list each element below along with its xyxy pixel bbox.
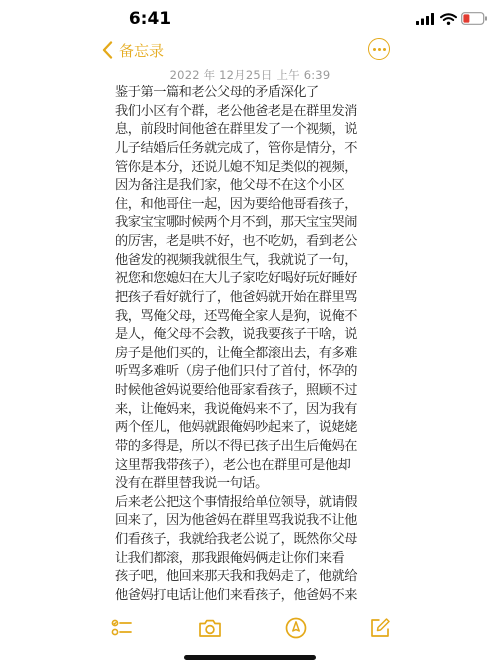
note-line: 带的多得是，所以不得已孩子出生后俺妈在 xyxy=(115,438,358,454)
note-line: 房子是他们买的，让俺全都滚出去，有多难 xyxy=(115,345,358,361)
note-line: 是人，俺父母不会教，说我要孩子干啥，说 xyxy=(115,327,358,343)
nav-bar xyxy=(0,36,500,66)
note-line: 两个侄儿，他妈就跟俺妈吵起来了，说姥姥 xyxy=(115,420,358,436)
chevron-left-icon xyxy=(102,41,113,59)
status-icons xyxy=(300,0,500,36)
checklist-button[interactable] xyxy=(110,616,134,640)
bottom-toolbar xyxy=(0,608,500,648)
note-line: 我家宝宝哪时候两个月不到，那天宝宝哭闹 xyxy=(115,215,358,231)
status-bar xyxy=(0,0,500,36)
note-line: 息，前段时间他爸在群里发了一个视频，说 xyxy=(115,122,358,138)
compose-icon xyxy=(369,617,391,639)
camera-button[interactable] xyxy=(198,616,222,640)
note-line: 鉴于第一篇和老公父母的矛盾深化了 xyxy=(115,85,319,100)
markup-button[interactable] xyxy=(284,616,308,640)
note-line: 我们小区有个群，老公他爸老是在群里发消 xyxy=(115,103,358,119)
note-line: 这里帮我带孩子），老公也在群里可是他却 xyxy=(115,457,351,473)
compose-button[interactable] xyxy=(368,616,392,640)
note-line: 他爸妈打电话让他们来看孩子，他爸妈不来 xyxy=(115,587,358,603)
note-body[interactable] xyxy=(115,84,393,608)
note-line: 把孩子看好就行了，他爸妈就开始在群里骂 xyxy=(115,289,358,305)
note-line: 的厉害，老是哄不好，也不吃奶，看到老公 xyxy=(115,234,358,249)
note-line: 们看孩子，我就给我老公说了，既然你父母 xyxy=(115,532,358,547)
note-line: 来，让俺妈来，我说俺妈来不了，因为我有 xyxy=(115,401,358,417)
note-line: 回来了，因为他爸妈在群里骂我说我不让他 xyxy=(115,513,358,529)
note-line: 听骂多难听（房子他们只付了首付，怀孕的 xyxy=(115,364,358,380)
back-label: 备忘录 xyxy=(119,41,165,60)
camera-icon xyxy=(198,618,222,638)
home-indicator xyxy=(184,655,316,660)
note-line: 祝您和您媳妇在大儿子家吃好喝好玩好睡好 xyxy=(115,271,358,287)
note-line: 让我们都滚，那我跟俺妈俩走让你们来看 xyxy=(115,550,345,566)
note-line: 管你是本分，还说儿媳不知足类似的视频， xyxy=(115,159,358,175)
note-line: 他爸发的视频我就很生气，我就说了一句， xyxy=(115,252,358,268)
note-date: 2022 年 12月25日 上午 6:39 xyxy=(169,68,331,82)
signal-icon xyxy=(416,13,436,25)
wifi-icon xyxy=(440,13,457,25)
note-line: 孩子吧，他回来那天我和我妈走了，他就给 xyxy=(115,569,358,585)
markup-pen-icon xyxy=(285,617,307,639)
note-line: 后来老公把这个事情报给单位领导，就请假 xyxy=(115,494,358,510)
battery-icon xyxy=(461,12,488,25)
checklist-icon xyxy=(111,617,133,639)
note-line: 因为备注是我们家，他父母不在这个小区 xyxy=(115,178,345,194)
ellipsis-circle-icon[interactable] xyxy=(368,38,390,60)
back-button[interactable] xyxy=(102,39,164,61)
note-line: 我，骂俺父母，还骂俺全家人是狗，说俺不 xyxy=(115,308,358,324)
note-line: 儿子结婚后任务就完成了，管你是情分，不 xyxy=(115,140,358,156)
note-line: 没有在群里替我说一句话。 xyxy=(115,476,268,492)
status-time: 6:41 xyxy=(128,9,172,29)
note-line: 住，和他哥住一起，因为要给他哥看孩子， xyxy=(115,196,358,212)
note-line: 时候他爸妈说要给他哥家看孩子，照顾不过 xyxy=(115,383,358,398)
